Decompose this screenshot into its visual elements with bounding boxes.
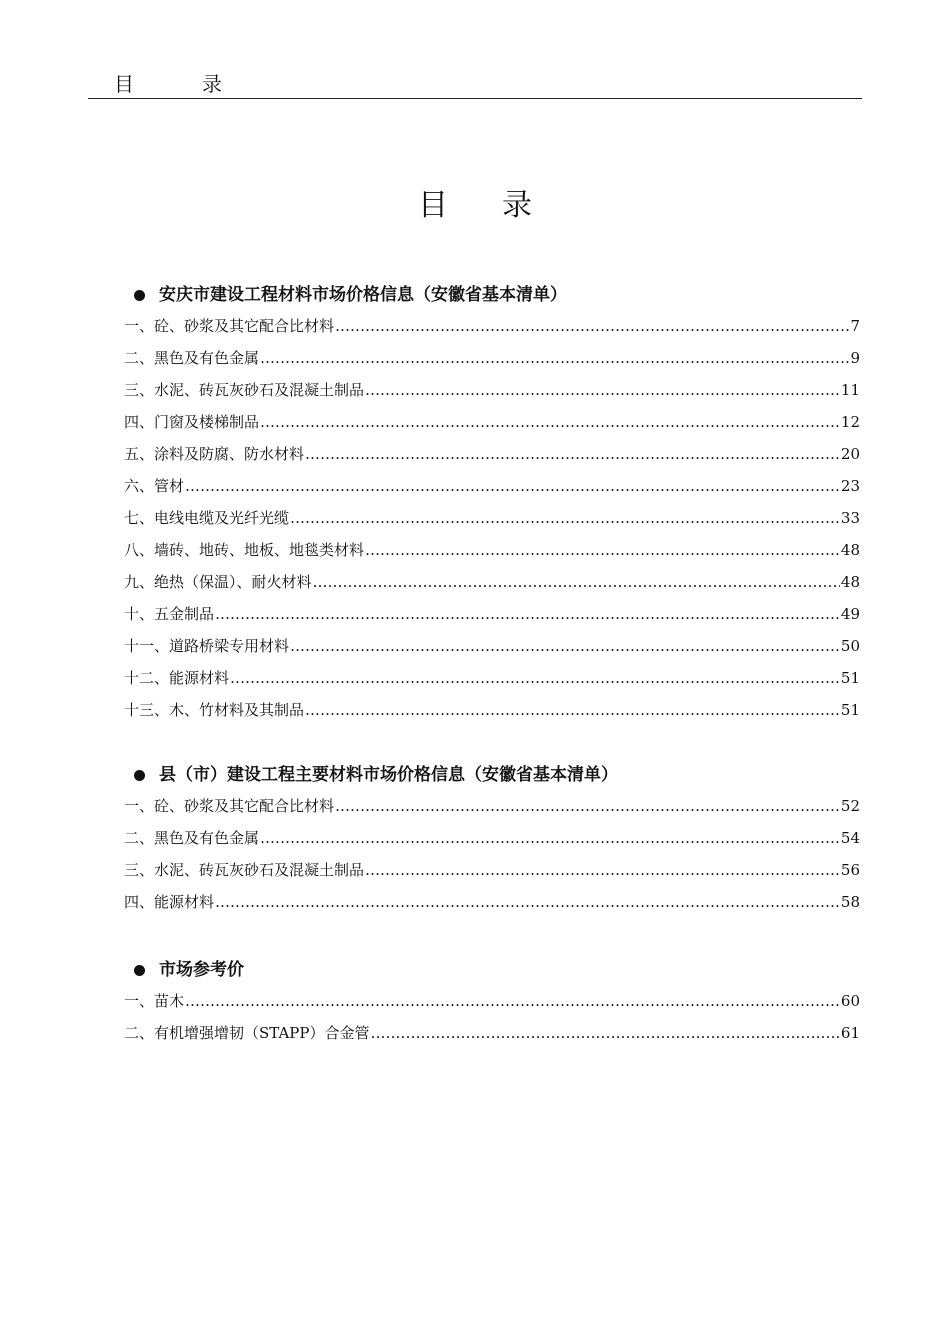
toc-entry[interactable] (124, 342, 860, 374)
toc-entry[interactable] (124, 662, 860, 694)
toc-entry-label: 十三、木、竹材料及其制品 (124, 701, 305, 719)
toc-entry-label: 五、涂料及防腐、防水材料 (124, 445, 305, 463)
dot-leader (365, 374, 840, 406)
toc-entry[interactable] (124, 470, 860, 502)
toc-entry-label: 十一、道路桥梁专用材料 (124, 637, 290, 655)
toc-entry-label: 一、苗木 (124, 992, 185, 1010)
section-heading (124, 280, 860, 310)
toc-entry[interactable] (124, 630, 860, 662)
toc-entry-page: 33 (840, 509, 860, 527)
toc-entry-label: 十、五金制品 (124, 605, 215, 623)
toc-entry-page: 50 (840, 637, 860, 655)
dot-leader (290, 630, 840, 662)
running-header-part2: 录 (202, 72, 222, 96)
bullet-icon (134, 770, 145, 781)
toc-entry-page: 12 (840, 413, 860, 431)
toc-entry[interactable] (124, 566, 860, 598)
dot-leader (305, 694, 840, 726)
dot-leader (230, 662, 840, 694)
dot-leader (260, 822, 840, 854)
page-title-part2: 录 (502, 188, 532, 223)
toc-entry[interactable] (124, 406, 860, 438)
page-title-part1: 目 (418, 188, 448, 223)
toc-entry-label: 二、有机增强增韧（STAPP）合金管 (124, 1024, 370, 1042)
dot-leader (335, 310, 849, 342)
toc-entry-page: 20 (840, 445, 860, 463)
toc-entry-label: 七、电线电缆及光纤光缆 (124, 509, 290, 527)
dot-leader (365, 534, 840, 566)
section-heading-text: 安庆市建设工程材料市场价格信息（安徽省基本清单） (159, 285, 567, 305)
toc-entry[interactable] (124, 374, 860, 406)
dot-leader (305, 438, 840, 470)
toc-entry-page: 49 (840, 605, 860, 623)
toc-section-reference-price (124, 955, 860, 1049)
toc-entry-page: 7 (850, 317, 860, 335)
bullet-icon (134, 965, 145, 976)
toc-entry-page: 51 (840, 669, 860, 687)
section-heading-text: 县（市）建设工程主要材料市场价格信息（安徽省基本清单） (159, 765, 618, 785)
toc-entry-label: 四、门窗及楼梯制品 (124, 413, 260, 431)
toc-entry-page: 48 (840, 541, 860, 559)
toc-entry-label: 二、黑色及有色金属 (124, 829, 260, 847)
toc-section-anqing (124, 280, 860, 726)
bullet-icon (134, 290, 145, 301)
toc-entry[interactable] (124, 694, 860, 726)
toc-entry-page: 11 (840, 381, 860, 399)
toc-entry-label: 八、墙砖、地砖、地板、地毯类材料 (124, 541, 365, 559)
toc-entry[interactable] (124, 310, 860, 342)
toc-entry[interactable] (124, 886, 860, 918)
toc-entry[interactable] (124, 790, 860, 822)
toc-entry[interactable] (124, 534, 860, 566)
dot-leader (260, 406, 840, 438)
toc-entry-label: 二、黑色及有色金属 (124, 349, 260, 367)
dot-leader (215, 886, 840, 918)
dot-leader (335, 790, 840, 822)
toc-entry[interactable] (124, 438, 860, 470)
page-title (0, 180, 950, 224)
dot-leader (215, 598, 840, 630)
header-rule (88, 98, 862, 99)
toc-entry-page: 51 (840, 701, 860, 719)
toc-entry[interactable] (124, 822, 860, 854)
toc-entry-page: 56 (840, 861, 860, 879)
toc-entry-label: 四、能源材料 (124, 893, 215, 911)
dot-leader (370, 1017, 839, 1049)
dot-leader (365, 854, 840, 886)
section-heading (124, 760, 860, 790)
toc-entry-label: 一、砼、砂浆及其它配合比材料 (124, 317, 335, 335)
toc-entry[interactable] (124, 598, 860, 630)
toc-entry-page: 58 (840, 893, 860, 911)
toc-entry-page: 60 (840, 992, 860, 1010)
toc-entry[interactable] (124, 502, 860, 534)
running-header-part1: 目 (114, 72, 134, 96)
toc-entry-label: 三、水泥、砖瓦灰砂石及混凝土制品 (124, 861, 365, 879)
section-heading (124, 955, 860, 985)
toc-entry[interactable] (124, 1017, 860, 1049)
running-header (88, 68, 862, 98)
dot-leader (260, 342, 849, 374)
toc-entry-page: 52 (840, 797, 860, 815)
dot-leader (185, 985, 840, 1017)
toc-entry-label: 三、水泥、砖瓦灰砂石及混凝土制品 (124, 381, 365, 399)
toc-entry-label: 六、管材 (124, 477, 185, 495)
toc-entry[interactable] (124, 854, 860, 886)
toc-entry-page: 9 (850, 349, 860, 367)
toc-section-county (124, 760, 860, 918)
toc-entry-page: 48 (840, 573, 860, 591)
dot-leader (185, 470, 840, 502)
dot-leader (290, 502, 840, 534)
toc-entry-label: 十二、能源材料 (124, 669, 230, 687)
toc-entry-page: 61 (840, 1024, 860, 1042)
toc-entry-page: 23 (840, 477, 860, 495)
toc-entry-label: 一、砼、砂浆及其它配合比材料 (124, 797, 335, 815)
section-heading-text: 市场参考价 (159, 960, 244, 980)
toc-entry[interactable] (124, 985, 860, 1017)
toc-entry-label: 九、绝热（保温）、耐火材料 (124, 573, 312, 591)
toc-entry-page: 54 (840, 829, 860, 847)
dot-leader (313, 566, 840, 598)
